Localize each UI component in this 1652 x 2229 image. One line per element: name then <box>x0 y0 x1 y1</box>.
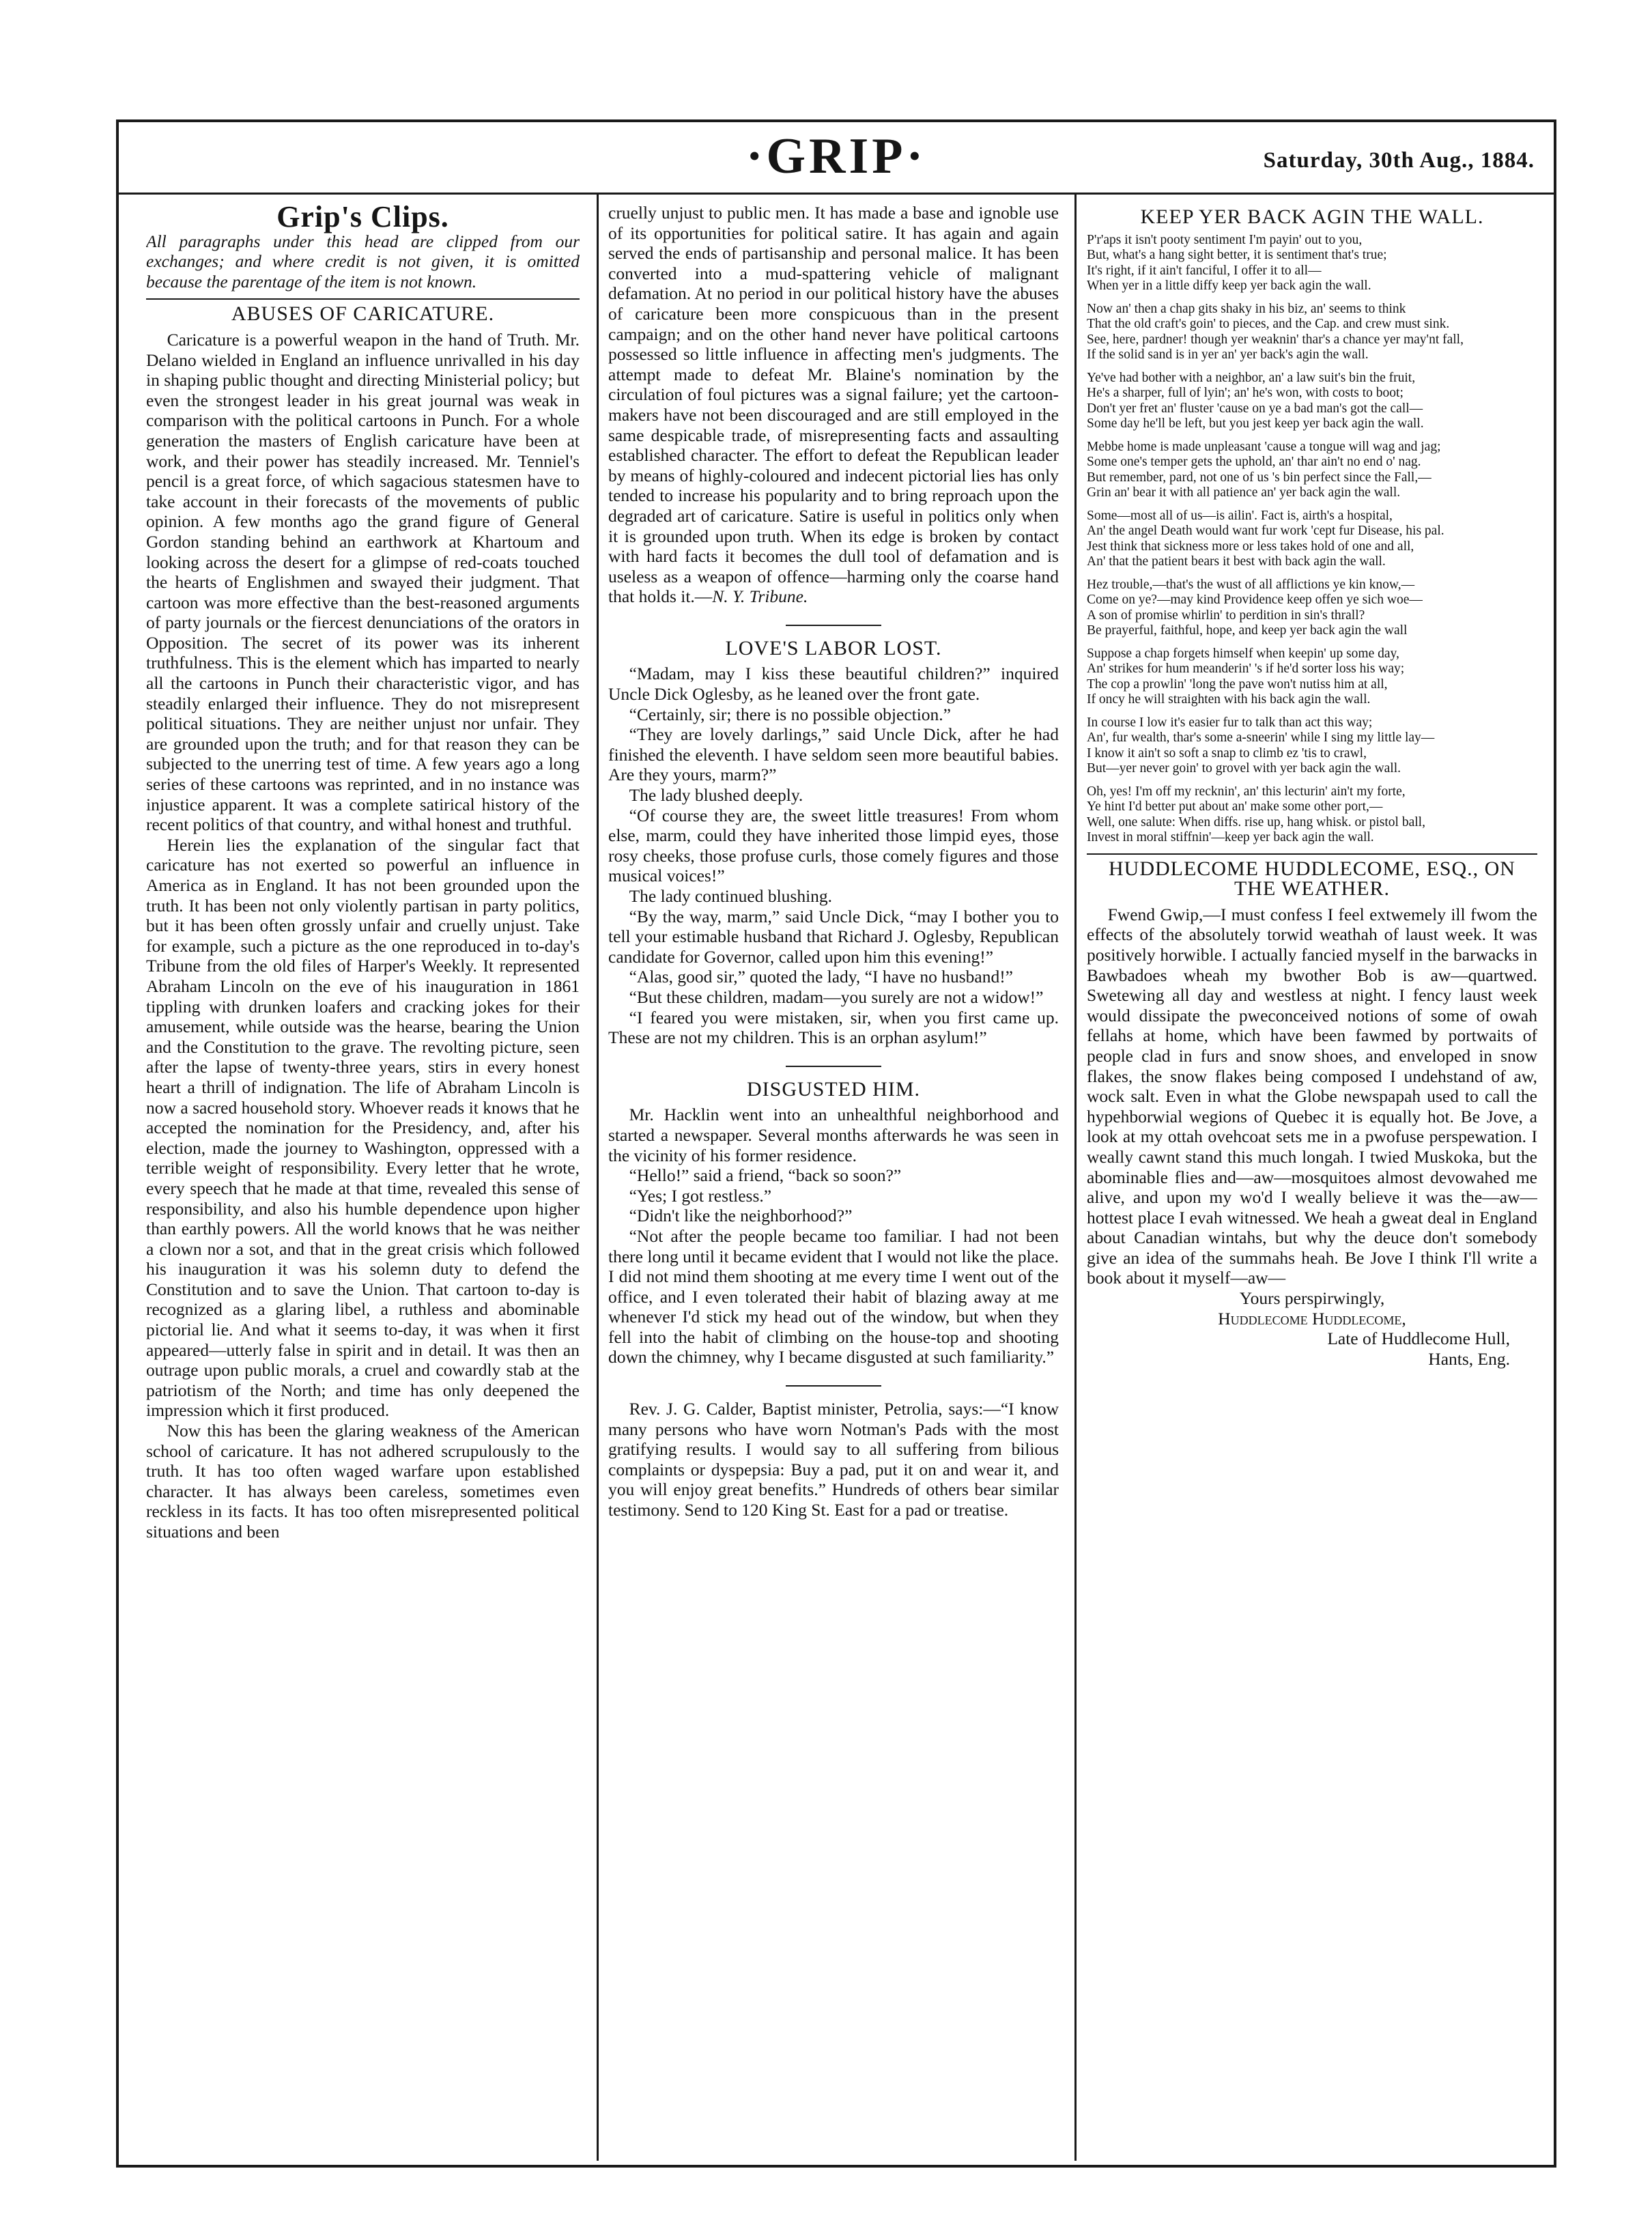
letter-signature: Huddlecome Huddlecome, <box>1218 1308 1406 1329</box>
article-paragraph: Mr. Hacklin went into an unhealthful neighborhood and started a newspaper. Several months afterwards he was seen in the vicinity of his former residence. <box>608 1105 1059 1165</box>
article-paragraph: The lady blushed deeply. <box>629 785 803 806</box>
article-paragraph: “Yes; I got restless.” <box>629 1185 772 1206</box>
poem-line: In course I low it's easier fur to talk than act this way; <box>1087 715 1373 730</box>
article-continuation <box>608 203 1059 607</box>
article-paragraph: “Of course they are, the sweet little treasures! From whom else, marm, could they have inherited those limpid eyes, those rosy cheeks, those profuse curls, those comely figures and those musical voices!” <box>608 805 1059 886</box>
page-frame <box>116 119 1556 2168</box>
poem-line: Suppose a chap forgets himself when keepin' up some day, <box>1087 646 1399 661</box>
article-paragraph: Herein lies the explanation of the singular fact that caricature has not exerted so powerful an influence in America as in England. It has not been grounded upon the truth. It has been not only violently partisan in party politics, but it has been often grossly unfair and cruelly unjust. Take for example, such a picture as the one reproduced in to-day's Tribune from the old files of Harper's Weekly. It represented Abraham Lincoln on the eve of his inauguration in 1861 tippling with drunken loafers and cracking jokes for their amusement, while outside was the hearse, bearing the Union and the Constitution to the grave. The revolting picture, seen after the lapse of twenty-three years, stirs in every honest heart a thrill of indignation. The life of Abraham Lincoln is now a sacred household story. Whoever reads it knows that he accepted the nomination for the Presidency, and, after his election, made the journey to Washington, oppressed with a terrible weight of responsibility. Every letter that he wrote, every speech that he made at that time, revealed this sense of responsibility, and also his humble dependence upon higher than earthly powers. All the world knows that he was neither a clown nor a sot, and that in the great crisis which followed his inauguration it was his solemn duty to defend the Constitution and to save the Union. That cartoon to-day is recognized as a glaring libel, a ruthless and abominable pictorial lie. And what it seems to-day, it was when it first appeared—utterly false in spirit and in detail. It was then an outrage upon public morals, a cruel and cowardly stab at the patriotism of the North; and time has only deepened the impression which it first produced. <box>146 834 580 1421</box>
article-credit: N. Y. Tribune. <box>712 586 808 607</box>
poem-line: He's a sharper, full of lyin'; an' he's won, with costs to boot; <box>1087 386 1404 401</box>
poem-line: Some—most all of us—is ailin'. Fact is, airth's a hospital, <box>1087 508 1393 523</box>
poem-stanza <box>1087 509 1537 570</box>
column-1 <box>146 203 580 2158</box>
poem-line: An' strikes for hum meanderin' 's if he'd sorter loss his way; <box>1087 662 1405 677</box>
poem-stanza <box>1087 784 1537 846</box>
section-intro: All paragraphs under this head are clipped from our exchanges; and where credit is not given, it is omitted because the parentage of the item is not known. <box>146 231 580 292</box>
poem-line: Now an' then a chap gits shaky in his biz, an' seems to think <box>1087 301 1406 316</box>
poem-stanza <box>1087 440 1537 501</box>
poem-line: Some one's temper gets the uphold, an' thar ain't no end o' nag. <box>1087 455 1421 470</box>
article-paragraph: “Hello!” said a friend, “back so soon?” <box>629 1165 902 1186</box>
poem-line: But—yer never goin' to grovel with yer back agin the wall. <box>1087 761 1401 776</box>
column-rule-1 <box>597 195 599 2161</box>
poem-line: P'r'aps it isn't pooty sentiment I'm payin' out to you, <box>1087 232 1363 247</box>
letter-body: Fwend Gwip,—I must confess I feel extwemely ill fwom the effects of the absolutely torwid weathah of laust week. It was positively horwible. I actually fancied myself in the barwacks in Bawbadoes wheah my bwother Bob is aw—quartwed. Swetewing all day and westless at night. I fency laust week would dissipate the pweconceived notions of some of owah fellahs at home, which have been fawmed by portwaits of people clad in furs and snow shoes, and enveloped in snow flakes, the snow flakes being composed I undehstand of aw, wock salt. Even in what the Globe newspapah used to call the hypehborwial wegions of Quebec it is equally hot. Be Jove, a look at my ottah ovehcoat sets me in a pwofuse perspewation. I weally cawnt stand this much longah. I twied Muskoka, but the abominable flies and—aw—mosquitoes almost devowahed me alive, and upon my wo'd I weally believe it was the—aw—hottest place I evah witnessed. We heah a gweat deal in England about Canadian wintahs, but why the deuce don't somebody give an idea of the summahs heah. Be Jove I think I'll write a book about it myself—aw— <box>1087 904 1537 1288</box>
poem-stanza <box>1087 578 1537 639</box>
issue-date: Saturday, 30th Aug., 1884. <box>1263 148 1535 173</box>
article-title-caricature: ABUSES OF CARICATURE. <box>231 302 495 326</box>
poem-line: Grin an' bear it with all patience an' yer back agin the wall. <box>1087 485 1401 500</box>
article-paragraph: “Not after the people became too familiar. I had not been there long until it became evident that I would not like the place. I did not mind them shooting at me every time I went out of the office, and I even tolerated their habit of blazing away at me whenever I'd stick my head out of the window, but when they fell into the habit of climbing on the house-top and shooting down the chimney, why I became disgusted at such familiarity.” <box>608 1225 1059 1367</box>
poem-line: It's right, if it ain't fanciful, I offer it to all— <box>1087 263 1322 278</box>
article-paragraph: The lady continued blushing. <box>629 886 833 906</box>
poem-line: Ye hint I'd better put about an' make some other port,— <box>1087 799 1383 814</box>
continuation-text: cruelly unjust to public men. It has made a base and ignoble use of its opportunities for political satire. It has again and again served the ends of partisanship and personal malice. It has been converted into a mud-spattering vehicle of malignant defamation. At no period in our political history have the abuses of caricature been more conspicuous than in the present campaign; and on the other hand never have political cartoons possessed so little influence in affecting men's judgments. The attempt made to defeat Mr. Blaine's nomination by the circulation of foul pictures was a signal failure; yet the cartoon-makers have not been discouraged and are still employed in the same despicable trade, of misrepresenting facts and assaulting established character. The effort to defeat the Republican leader by means of highly-coloured and indecent pictorial lies has only tended to increase his popularity and to bring reproach upon the degraded art of caricature. Satire is useful in politics only when it is grounded upon truth. When its edge is broken by contact with hard facts it becomes the dull tool of defamation and is useless as a weapon of offence—harming only the coarse hand that holds it.— <box>608 203 1059 607</box>
poem-line: Be prayerful, faithful, hope, and keep yer back agin the wall <box>1087 623 1408 638</box>
masthead: ·GRIP· <box>745 128 927 184</box>
article-paragraph: “I feared you were mistaken, sir, when you first came up. These are not my children. This is an orphan asylum!” <box>608 1007 1059 1048</box>
page-header <box>119 122 1554 195</box>
divider <box>786 1066 881 1067</box>
article-paragraph: Caricature is a powerful weapon in the hand of Truth. Mr. Delano wielded in England an influence unrivalled in his day in shaping public thought and directing Ministerial policy; but even the strongest leader in his great journal was weak in comparison with the political cartoons in Punch. For a whole generation the masters of English caricature have been at work, and their power has steadily increased. Mr. Tenniel's pencil is a great force, of which sagacious statesmen have to take account in their forecasts of the movements of public opinion. A few months ago the grand figure of General Gordon standing behind an earthwork at Khartoum and looking across the desert for a glimpse of red-coats touched the hearts of Englishmen and swayed their judgment. That cartoon was more effective than the best-reasoned arguments of party journals or the fiercest denunciations of the orators in Opposition. The secret of its power was its inherent truthfulness. This is the element which has imparted to nearly all the cartoons in Punch their characteristic vigor, and has steadily enlarged their influence. They do not misrepresent political situations. They are neither unjust nor unfair. They are grounded upon the truth; and for that reason they can be subjected to the unerring test of time. A few years ago a long series of these cartoons was reprinted, and in no instance was injustice apparent. It was a complete satirical history of the recent politics of that country, and withal honest and truthful. <box>146 329 580 835</box>
poem <box>1087 233 1537 846</box>
article-title-love: LOVE'S LABOR LOST. <box>725 636 942 659</box>
poem-line: Hez trouble,—that's the wust of all afflictions ye kin know,— <box>1087 577 1415 592</box>
section-heading: Grip's Clips. <box>276 203 449 233</box>
poem-line: When yer in a little diffy keep yer back agin the wall. <box>1087 279 1371 294</box>
poem-line: Oh, yes! I'm off my recknin', an' this lecturin' ain't my forte, <box>1087 784 1406 799</box>
column-rule-2 <box>1074 195 1077 2161</box>
article-paragraph: “Certainly, sir; there is no possible objection.” <box>629 704 951 724</box>
divider <box>1087 853 1537 855</box>
poem-line: Invest in moral stiffnin'—keep yer back agin the wall. <box>1087 830 1374 845</box>
article-paragraph: Now this has been the glaring weakness of the American school of caricature. It has not adhered scrupulously to the truth. It has too often waged warfare upon established character. It has always been careless, sometimes even reckless in its facts. It has too often misrepresented political situations and been <box>146 1421 580 1542</box>
poem-line: An' the angel Death would want fur work 'cept fur Disease, his pal. <box>1087 524 1444 539</box>
column-3 <box>1087 203 1537 2158</box>
article-paragraph: “By the way, marm,” said Uncle Dick, “may I bother you to tell your estimable husband that Richard J. Oglesby, Republican candidate for Governor, called upon him this evening!” <box>608 906 1059 967</box>
letter-address: Late of Huddlecome Hull, <box>1327 1329 1510 1349</box>
divider <box>786 1385 881 1387</box>
poem-stanza <box>1087 302 1537 363</box>
poem-stanza <box>1087 233 1537 294</box>
article-paragraph: “Alas, good sir,” quoted the lady, “I have no husband!” <box>629 967 1014 987</box>
poem-line: The cop a prowlin' 'long the pave won't nutiss him at all, <box>1087 677 1388 692</box>
poem-line: Mebbe home is made unpleasant 'cause a tongue will wag and jag; <box>1087 439 1441 454</box>
poem-line: An', fur wealth, thar's some a-sneerin' while I sing my little lay— <box>1087 730 1435 746</box>
poem-stanza <box>1087 647 1537 708</box>
article-title-disgusted: DISGUSTED HIM. <box>747 1077 920 1101</box>
poem-line: But, what's a hang sight better, it is sentiment that's true; <box>1087 248 1387 263</box>
letter-signoff: Yours perspirwingly, <box>1239 1288 1385 1309</box>
poem-line: If the solid sand is in yer an' yer back's agin the wall. <box>1087 347 1369 363</box>
article-paragraph: “Didn't like the neighborhood?” <box>629 1206 853 1226</box>
column-2 <box>608 203 1059 2158</box>
poem-line: But remember, pard, not one of us 's bin perfect since the Fall,— <box>1087 470 1432 485</box>
article-title-huddlecome: HUDDLECOME HUDDLECOME, ESQ., ON THE WEATHER. <box>1109 857 1515 900</box>
article-paragraph: “But these children, madam—you surely are not a widow!” <box>629 986 1044 1007</box>
poem-line: A son of promise whirlin' to perdition in sin's thrall? <box>1087 608 1365 623</box>
divider <box>146 298 580 300</box>
poem-line: An' that the patient bears it best with back agin the wall. <box>1087 554 1386 569</box>
poem-line: If oncy he will straighten with his back agin the wall. <box>1087 692 1371 707</box>
poem-line: Jest think that sickness more or less takes hold of one and all, <box>1087 539 1414 554</box>
poem-line: See, here, pardner! though yer weaknin' thar's a chance yer may'nt fall, <box>1087 332 1464 347</box>
poem-stanza <box>1087 371 1537 432</box>
poem-line: Come on ye?—may kind Providence keep offen ye sich woe— <box>1087 593 1423 608</box>
divider <box>786 625 881 626</box>
poem-line: That the old craft's goin' to pieces, and the Cap. and crew must sink. <box>1087 317 1450 332</box>
poem-line: I know it ain't so soft a snap to climb ez 'tis to crawl, <box>1087 746 1367 761</box>
poem-line: Ye've had bother with a neighbor, an' a law suit's bin the fruit, <box>1087 370 1416 385</box>
letter-address: Hants, Eng. <box>1428 1348 1510 1369</box>
poem-line: Don't yer fret an' fluster 'cause on ye a bad man's got the call— <box>1087 401 1423 416</box>
article-paragraph: “They are lovely darlings,” said Uncle Dick, after he had finished the eleventh. I have seldom seen more beautiful babies. Are they yours, marm?” <box>608 724 1059 785</box>
advertisement-notice: Rev. J. G. Calder, Baptist minister, Petrolia, says:—“I know many persons who have worn Notman's Pads with the most gratifying results. I would say to all suffering from bilious complaints or dyspepsia: Buy a pad, put it on and wear it, and you will enjoy great benefits.” Hundreds of others bear similar testimony. Send to 120 King St. East for a pad or treatise. <box>608 1399 1059 1520</box>
article-paragraph: “Madam, may I kiss these beautiful children?” inquired Uncle Dick Oglesby, as he leaned over the front gate. <box>608 664 1059 705</box>
poem-stanza <box>1087 715 1537 777</box>
poem-title: KEEP YER BACK AGIN THE WALL. <box>1140 205 1484 228</box>
poem-line: Well, one salute: When diffs. rise up, hang whisk. or pistol ball, <box>1087 814 1425 829</box>
poem-line: Some day he'll be left, but you jest keep yer back agin the wall. <box>1087 416 1424 431</box>
